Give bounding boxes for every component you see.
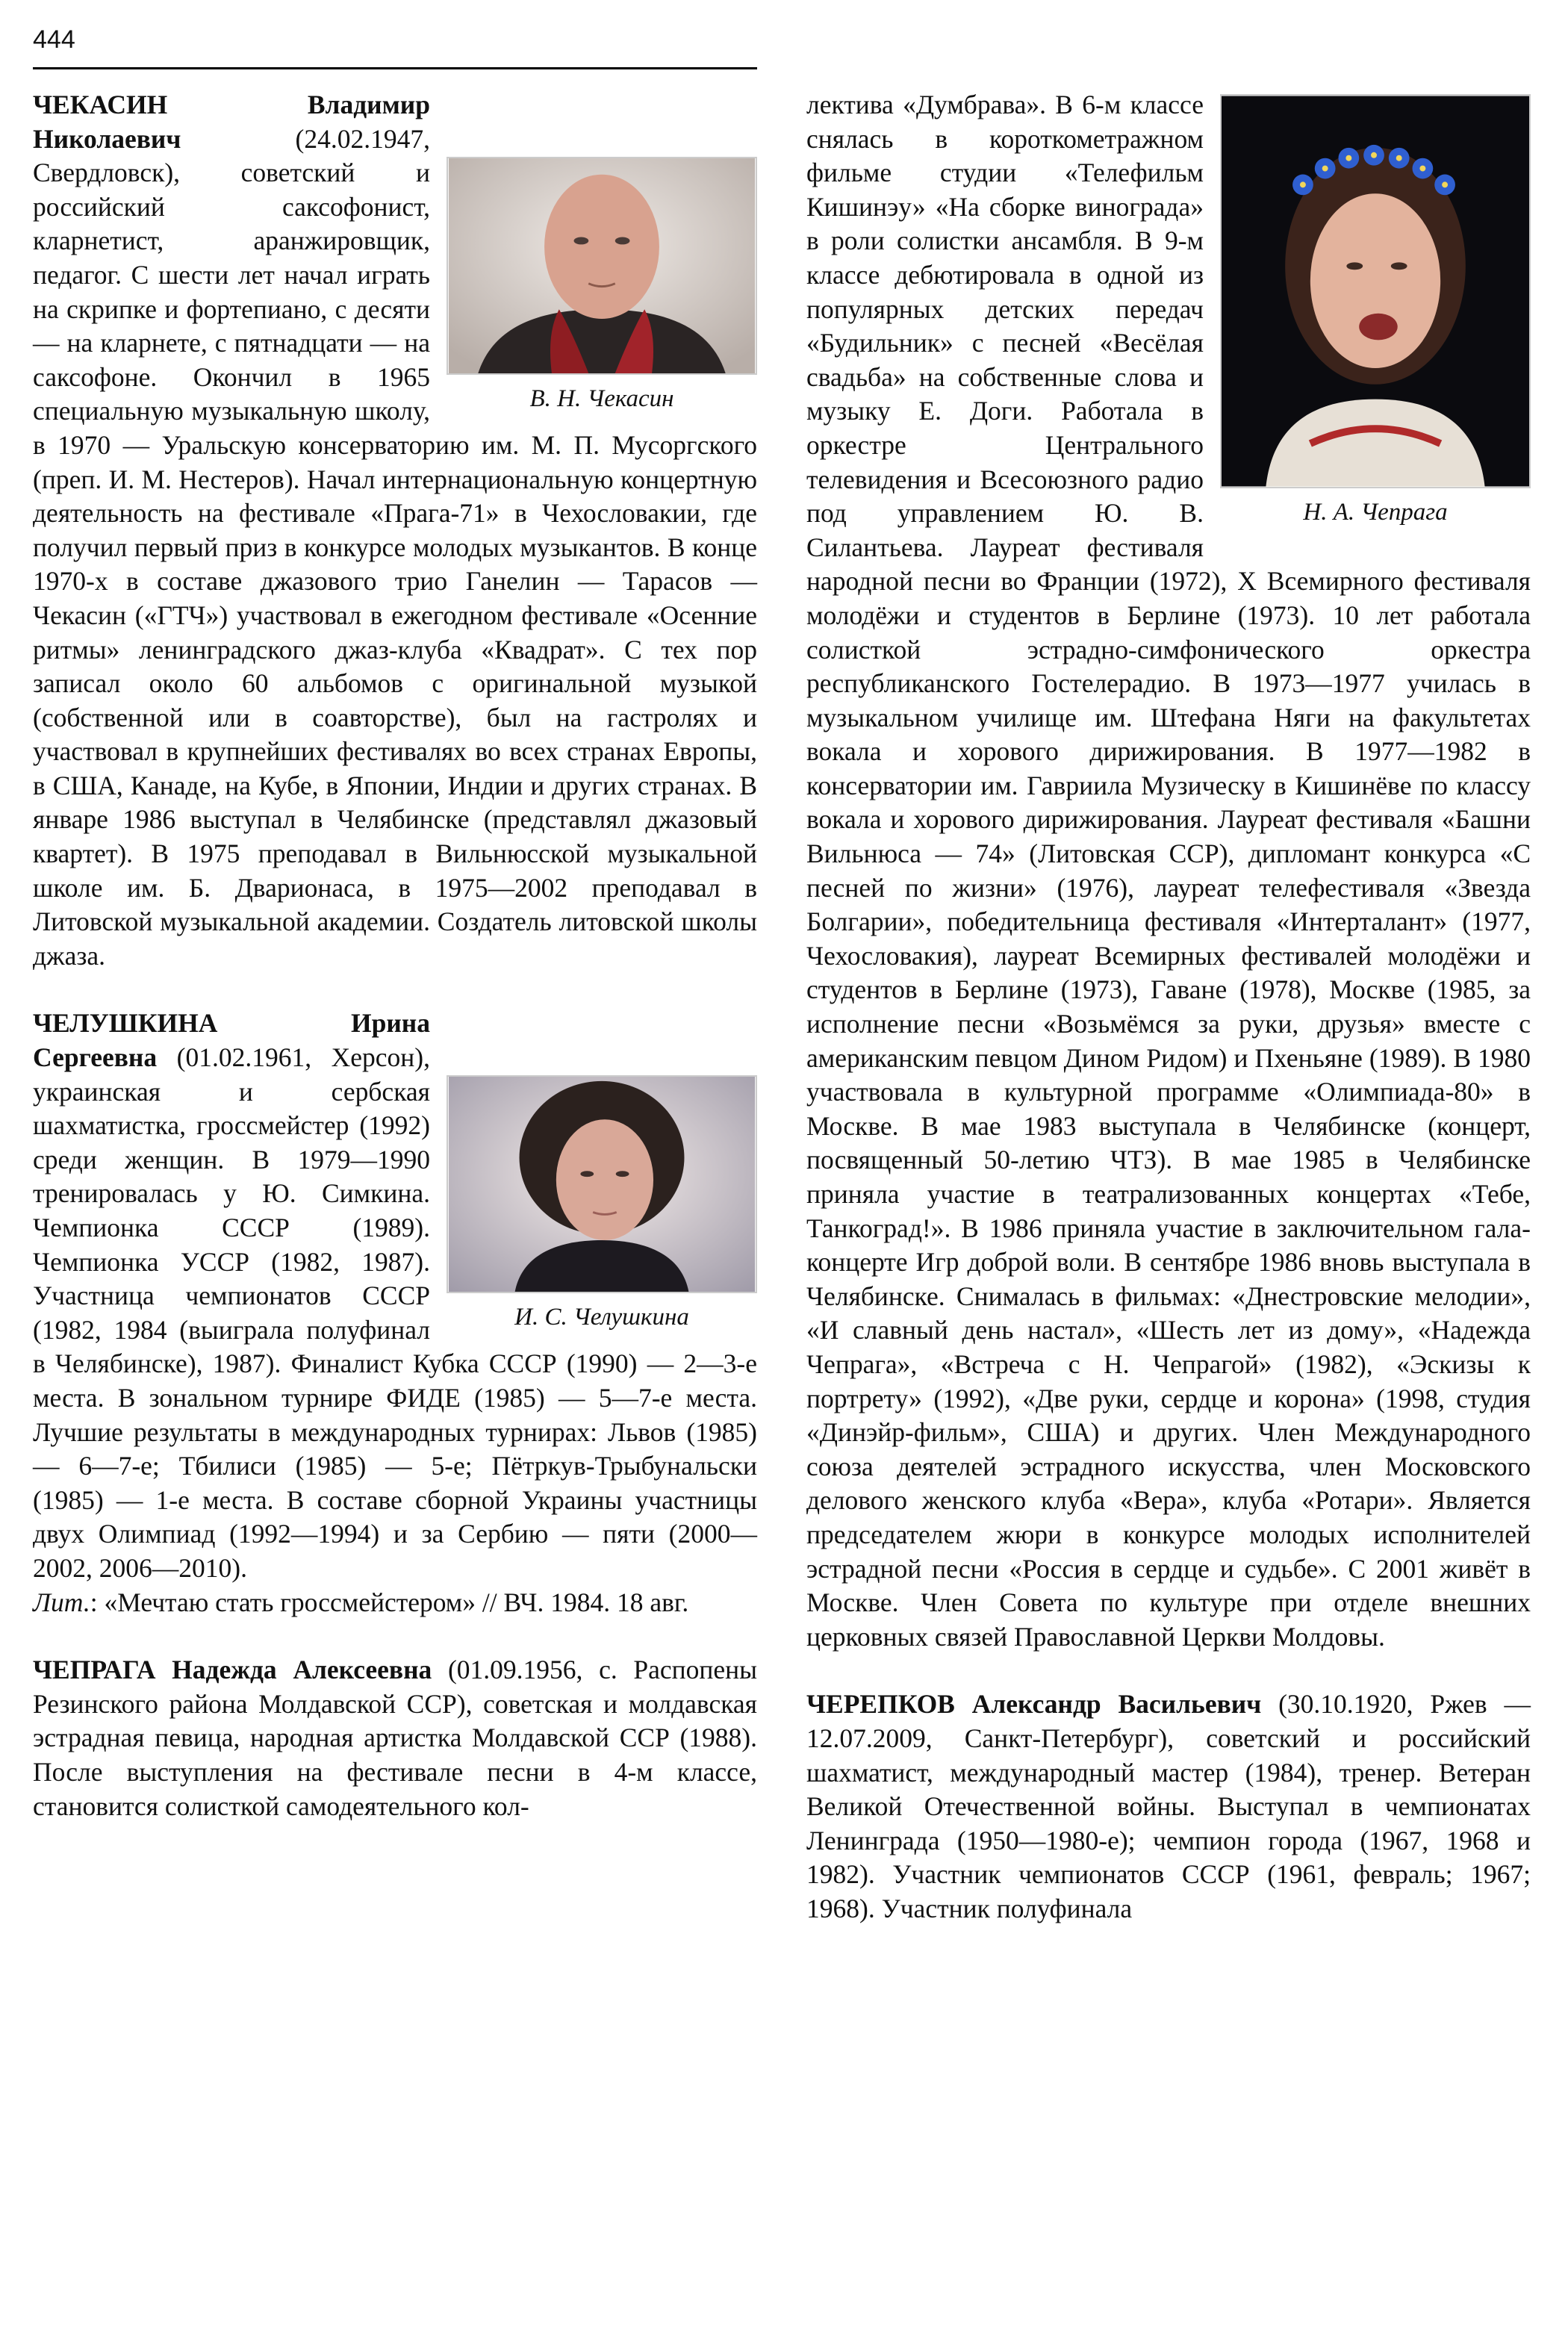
photo-figure-chekasin — [447, 157, 757, 415]
entry-text-chepraga-left — [33, 1653, 757, 1823]
body-chelushkina: (01.02.1961, Херсон), украинская и сербская шахматистка, гроссмейстер (1992) среди женщин. В 1979—1990 тренировалась у Ю. Симкина. Чемпионка СССР (1989). Чемпионка УССР (1982, 1987). Участница чемпионатов СССР (1982, 1984 (выиграла полуфинал в Челябинске), 1987). Финалист Кубка СССР (1990) — 2—3-е места. В зональном турнире ФИДЕ (1985) — 5—7-е места. Лучшие результаты в международных турнирах: Львов (1985) — 6—7-е; Тбилиси (1985) — 5-е; Пётркув-Трыбунальски (1985) — 1-е места. В составе сборной Украины участницы двух Олимпиад (1992—1994) и за Сербию — пяти (2000—2002, 2006—2010). — [33, 1042, 757, 1583]
lit-text: : «Мечтаю стать гроссмейстером» // ВЧ. 1984. 18 авг. — [90, 1587, 689, 1617]
entry-chepraga-start — [33, 1653, 757, 1823]
photo-figure-chelushkina — [447, 1075, 757, 1334]
body-chepraga-right: лектива «Думбрава». В 6-м классе снялась в короткометражном фильме студии «Телефильм Кишинэу» «На сборке винограда» в роли солистки ансамбля. В 9-м классе дебютировала в одной из популярных детских передач «Будильник» с песней «Весёлая свадьба» на собственные слова и музыку Е. Доги. Работала в оркестре Центрального телевидения и Всесоюзного радио под управлением Ю. В. Силантьева. Лауреат фестиваля народной песни во Франции (1972), X Всемирного фестиваля молодёжи и студентов в Берлине (1973). 10 лет работала солисткой эстрадно-симфонического оркестра республиканского Гостелерадио. В 1973—1977 училась в музыкальном училище им. Штефана Няги на факультетах вокала и хорового дирижирования. В 1977—1982 в консерватории им. Гавриила Музическу в Кишинёве по классу вокала и хорового дирижирования. Лауреат фестиваля «Башни Вильнюса — 74» (Литовская ССР), дипломант конкурса «С песней по жизни» (1976), лауреат телефестиваля «Звезда Болгарии», победительница фестиваля «Интерталант» (1977, Чехословакия), лауреат Всемирных фестивалей молодёжи и студентов в Берлине (1973), Гаване (1978), Москве (1985, за исполнение песни «Возьмёмся за руки, друзья» вместе с американским певцом Дином Ридом) и Пхеньяне (1989). В 1980 участвовала в культурной программе «Олимпиада-80» в Москве. В мае 1983 выступала в Челябинске (концерт, посвященный 50-летию ЧТЗ). В мае 1985 в Челябинске приняла участие в театрализованных концертах «Тебе, Танкоград!». В 1986 приняла участие в заключительном гала-концерте Игр доброй воли. В сентябре 1986 вновь выступала в Челябинске. Снималась в фильмах: «Днестровские мелодии», «И славный день настал», «Шесть лет из дому», «Надежда Чепрага», «Встреча с Н. Чепрагой» (1982), «Эскизы к портрету» (1992), «Две руки, сердце и корона» (1998, студия «Динэйр-фильм», США) и других. Член Международного союза деятелей эстрадного искусства, член Московского делового женского клуба «Вера», клуба «Ротари». Является председателем жюри в конкурсе молодых исполнителей эстрадной песни «Россия в сердце и судьбе». С 2001 живёт в Москве. Член Совета по культуре при отделе внешних церковных связей Православной Церкви Молдовы. — [806, 90, 1531, 1652]
portrait-photo-chelushkina — [447, 1075, 757, 1293]
headword-chekasin: ЧЕКАСИН Владимир Николаевич — [33, 90, 430, 154]
headword-cherepkov: ЧЕРЕПКОВ Александр Васильевич — [806, 1689, 1262, 1720]
photo-figure-chepraga — [1220, 94, 1531, 529]
right-column — [806, 88, 1531, 1959]
body-chekasin: (24.02.1947, Свердловск), советский и российский саксофонист, кларнетист, аранжировщик, педагог. С шести лет начал играть на скрипке и фортепиано, с десяти — на кларнете, с пятнадцати — на саксофоне. Окончил в 1965 специальную музыкальную школу, в 1970 — Уральскую консерваторию им. М. П. Мусоргского (преп. И. М. Нестеров). Начал интернациональную концертную деятельность на фестивале «Прага-71» в Чехословакии, где получил первый приз в конкурсе молодых музыкантов. В конце 1970-х в составе джазового трио Ганелин — Тарасов — Чекасин («ГТЧ») участвовал в ежегодном фестивале «Осенние ритмы» ленинградского джаз-клуба «Квадрат». С тех пор записал около 60 альбомов с оригинальной музыкой (собственной или в соавторстве), был на гастролях и участвовал в крупнейших фестивалях во всех странах Европы, в США, Канаде, на Кубе, в Японии, Индии и других странах. В январе 1986 выступал в Челябинске (представлял джазовый квартет). В 1975 преподавал в Вильнюсской музыкальной школе им. Б. Дварионаса, в 1975—2002 преподавал в Литовской музыкальной академии. Создатель литовской школы джаза. — [33, 123, 757, 971]
left-column — [33, 88, 757, 1857]
caption-chekasin: В. Н. Чекасин — [529, 385, 674, 412]
body-cherepkov: (30.10.1920, Ржев — 12.07.2009, Санкт-Петербург), советский и российский шахматист, международный мастер (1984), тренер. Ветеран Великой Отечественной войны. Выступал в чемпионатах Ленинграда (1950—1980-е); чемпион города (1967, 1968 и 1982). Участник чемпионатов СССР (1961, февраль; 1967; 1968). Участник полуфинала — [806, 1689, 1531, 1923]
headword-chelushkina: ЧЕЛУШКИНА Ирина Сергеевна — [33, 1008, 430, 1073]
entry-chelushkina — [33, 1007, 757, 1620]
entry-cherepkov — [806, 1687, 1531, 1926]
entry-chekasin — [33, 88, 757, 973]
lit-label: Лит. — [33, 1587, 90, 1617]
body-chepraga-left: (01.09.1956, с. Распопены Резинского района Молдавской ССР), советская и молдавская эстрадная певица, народная артистка Молдавской ССР (1988). После выступления на фестивале песни в 4-м классе, становится солисткой самодеятельного кол- — [33, 1655, 758, 1821]
caption-chelushkina: И. С. Челушкина — [514, 1304, 689, 1331]
headword-chepraga: ЧЕПРАГА Надежда Алексеевна — [33, 1655, 432, 1685]
portrait-photo-chekasin — [447, 157, 757, 375]
portrait-photo-chepraga — [1220, 94, 1531, 488]
entry-text-cherepkov — [806, 1687, 1531, 1926]
page-number: 444 — [33, 25, 75, 54]
header-rule — [33, 67, 757, 69]
literature-chelushkina — [33, 1586, 757, 1620]
caption-chepraga: Н. А. Чепрага — [1303, 499, 1448, 526]
entry-chepraga-cont — [806, 88, 1531, 1654]
